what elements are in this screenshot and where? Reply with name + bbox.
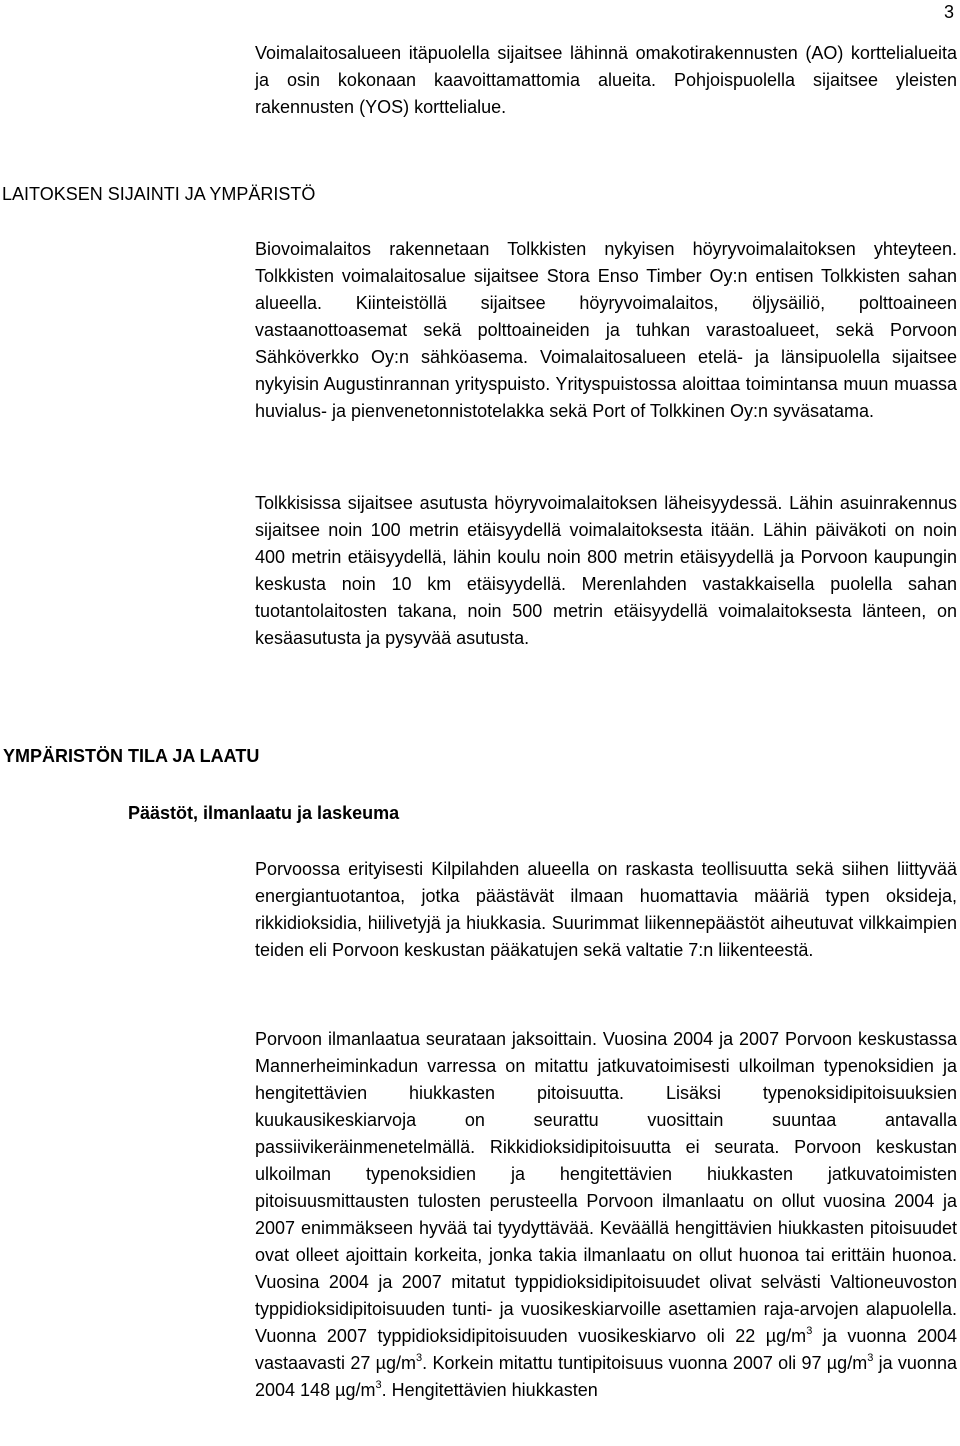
page-number: 3 — [943, 2, 954, 22]
emissions-paragraph-1: Porvoossa erityisesti Kilpilahden alueella on raskasta teollisuutta sekä siihen liittyvää energiantuotantoa, jotka päästävät ilmaan huomattavia määriä typen oksideja, rikkidioksidia, hiilivetyjä ja hiukkasia. Suurimmat liikennepäästöt aiheutuvat vilkkaimpien teiden eli Porvoon keskustan pääkatujen sekä valtatie 7:n liikenteestä. — [255, 859, 957, 960]
paragraph-2-text-5: . Hengitettävien hiukkasten — [381, 1380, 598, 1400]
environment-section-heading: YMPÄRISTÖN TILA JA LAATU — [3, 746, 260, 766]
paragraph-2-text-1: Porvoon ilmanlaatua seurataan jaksoittain. Vuosina 2004 ja 2007 Porvoon keskustassa Mannerheiminkadun varressa on mitattu jatkuvatoimisesti ulkoilman typenoksidien ja hengitettävien hiukkasten pitoisuutta. Lisäksi typenoksidipitoisuuksien kuukausikeskiarvoja on seurattu vuosittain suuntaa antavalla passiivikeräinmenetelmällä. Rikkidioksidipitoisuutta ei seurata. Porvoon keskustan ulkoilman typenoksidien ja hengitettävien hiukkasten jatkuvatoimisten pitoisuusmittausten tulosten perusteella Porvoon ilmanlaatu on ollut vuosina 2004 ja 2007 enimmäkseen hyvää tai tyydyttävää. Keväällä hengittävien hiukkasten pitoisuudet ovat olleet ajoittain korkeita, jonka takia ilmanlaatu on ollut huonoa tai erittäin huonoa. Vuosina 2004 ja 2007 mitatut typpidioksidipitoisuudet olivat selvästi Valtioneuvoston typpidioksidipitoisuuden tunti- ja vuosikeskiarvoille asettamien raja-arvojen alapuolella. Vuonna 2007 typpidioksidipitoisuuden vuosikeskiarvo oli 22 µg/m — [255, 1029, 957, 1346]
location-paragraph-2: Tolkkisissa sijaitsee asutusta höyryvoimalaitoksen läheisyydessä. Lähin asuinrakennus sijaitsee noin 100 metrin etäisyydellä voimalaitoksesta itään. Lähin päiväkoti on noin 400 metrin etäisyydellä, lähin koulu noin 800 metrin etäisyydellä ja Porvoon kaupungin keskusta noin 10 km etäisyydellä. Merenlahden vastakkaisella puolella sahan tuotantolaitosten takana, noin 500 metrin etäisyydellä voimalaitoksesta länteen, on kesäasutusta ja pysyvää asutusta. — [255, 493, 957, 648]
unit-superscript: 3 — [806, 1325, 813, 1337]
unit-superscript: 3 — [867, 1352, 874, 1364]
unit-superscript: 3 — [375, 1379, 382, 1391]
paragraph-2-text-3: . Korkein mitattu tuntipitoisuus vuonna 2007 oli 97 µg/m — [422, 1353, 868, 1373]
unit-superscript: 3 — [416, 1352, 423, 1364]
location-section-heading: LAITOKSEN SIJAINTI JA YMPÄRISTÖ — [2, 184, 316, 204]
location-paragraph-1: Biovoimalaitos rakennetaan Tolkkisten nykyisen höyryvoimalaitoksen yhteyteen. Tolkkisten voimalaitosalue sijaitsee Stora Enso Timber Oy:n entisen Tolkkisten sahan alueella. Kiinteistöllä sijaitsee höyryvoimalaitos, öljysäiliö, polttoaineen vastaanottoasemat sekä polttoaineiden ja tuhkan varastoalueet, sekä Porvoon Sähköverkko Oy:n sähköasema. Voimalaitosalueen etelä- ja länsipuolella sijaitsee nykyisin Augustinrannan yrityspuisto. Yrityspuistossa aloittaa toimintansa muun muassa huvialus- ja pienvenetonnistotelakka sekä Port of Tolkkinen Oy:n syväsatama. — [255, 239, 957, 421]
intro-paragraph: Voimalaitosalueen itäpuolella sijaitsee lähinnä omakotirakennusten (AO) korttelialueita ja osin kokonaan kaavoittamattomia alueita. Pohjoispuolella sijaitsee yleisten rakennusten (YOS) korttelialue. — [255, 43, 957, 117]
emissions-subheading: Päästöt, ilmanlaatu ja laskeuma — [128, 803, 400, 823]
paragraph-2-text-2: ja vuonna 2004 vastaavasti 27 µg/m — [255, 1326, 958, 1373]
emissions-paragraph-2 — [255, 1026, 957, 1404]
paragraph-2-text-4: ja vuonna 2004 148 µg/m — [255, 1353, 957, 1400]
